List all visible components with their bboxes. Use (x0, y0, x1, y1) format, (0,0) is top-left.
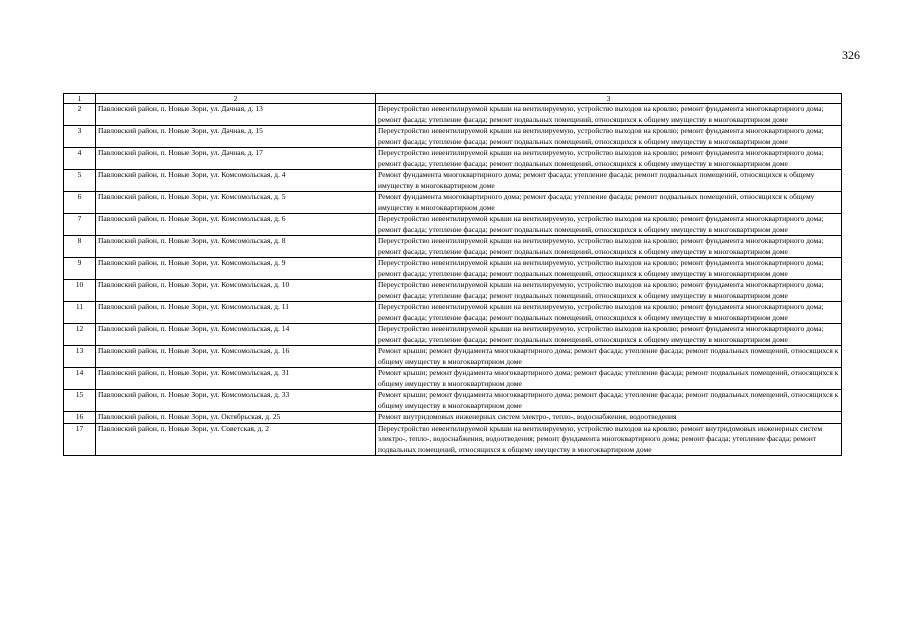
row-number-cell: 15 (64, 390, 96, 412)
address-cell: Павловский район, п. Новые Зори, ул. Советская, д. 2 (96, 423, 376, 456)
header-cell-2: 2 (96, 94, 376, 104)
table-row (64, 302, 842, 324)
table-row (64, 148, 842, 170)
page-number: 326 (842, 48, 860, 62)
row-number-cell: 6 (64, 192, 96, 214)
row-number-cell: 14 (64, 368, 96, 390)
table-row (64, 280, 842, 302)
address-cell: Павловский район, п. Новые Зори, ул. Комсомольская, д. 31 (96, 368, 376, 390)
table-header-row (64, 94, 842, 104)
table-row (64, 346, 842, 368)
row-number-cell: 13 (64, 346, 96, 368)
address-cell: Павловский район, п. Новые Зори, ул. Комсомольская, д. 8 (96, 236, 376, 258)
works-cell: Переустройство невентилируемой крыши на вентилируемую, устройство выходов на кровлю; ремонт фундамента многоквартирного дома; ремонт фасада; утепление фасада; ремонт подвальных помещений, относящихся к общему имуществу в многоквартирном доме (376, 104, 842, 126)
row-number-cell: 12 (64, 324, 96, 346)
address-cell: Павловский район, п. Новые Зори, ул. Комсомольская, д. 5 (96, 192, 376, 214)
address-cell: Павловский район, п. Новые Зори, ул. Комсомольская, д. 10 (96, 280, 376, 302)
table-row (64, 258, 842, 280)
works-cell: Переустройство невентилируемой крыши на вентилируемую, устройство выходов на кровлю; ремонт внутридомовых инженерных систем электро-, тепло-, водоснабжения, водоотведения; ремонт фундамента многоквартирного дома; ремонт фасада; утепление фасада; ремонт подвальных помещений, относящихся к общему имуществу в многоквартирном доме (376, 423, 842, 456)
works-table (63, 93, 842, 456)
row-number-cell: 7 (64, 214, 96, 236)
table-row (64, 170, 842, 192)
address-cell: Павловский район, п. Новые Зори, ул. Комсомольская, д. 14 (96, 324, 376, 346)
row-number-cell: 17 (64, 423, 96, 456)
works-cell: Ремонт крыши; ремонт фундамента многоквартирного дома; ремонт фасада; утепление фасада; ремонт подвальных помещений, относящихся к общему имуществу в многоквартирном доме (376, 368, 842, 390)
works-cell: Ремонт крыши; ремонт фундамента многоквартирного дома; ремонт фасада; утепление фасада; ремонт подвальных помещений, относящихся к общему имуществу в многоквартирном доме (376, 346, 842, 368)
table-row (64, 324, 842, 346)
works-cell: Ремонт фундамента многоквартирного дома; ремонт фасада; утепление фасада; ремонт подвальных помещений, относящихся к общему имуществу в многоквартирном доме (376, 170, 842, 192)
works-cell: Ремонт внутридомовых инженерных систем электро-, тепло-, водоснабжения, водоотведения (376, 412, 842, 424)
table-row (64, 368, 842, 390)
table-row (64, 412, 842, 424)
table-row (64, 104, 842, 126)
works-cell: Переустройство невентилируемой крыши на вентилируемую, устройство выходов на кровлю; ремонт фундамента многоквартирного дома; ремонт фасада; утепление фасада; ремонт подвальных помещений, относящихся к общему имуществу в многоквартирном доме (376, 324, 842, 346)
row-number-cell: 10 (64, 280, 96, 302)
table-row (64, 390, 842, 412)
row-number-cell: 11 (64, 302, 96, 324)
address-cell: Павловский район, п. Новые Зори, ул. Комсомольская, д. 9 (96, 258, 376, 280)
header-cell-1: 1 (64, 94, 96, 104)
works-cell: Ремонт крыши; ремонт фундамента многоквартирного дома; ремонт фасада; утепление фасада; ремонт подвальных помещений, относящихся к общему имуществу в многоквартирном доме (376, 390, 842, 412)
works-cell: Ремонт фундамента многоквартирного дома; ремонт фасада; утепление фасада; ремонт подвальных помещений, относящихся к общему имуществу в многоквартирном доме (376, 192, 842, 214)
works-cell: Переустройство невентилируемой крыши на вентилируемую, устройство выходов на кровлю; ремонт фундамента многоквартирного дома; ремонт фасада; утепление фасада; ремонт подвальных помещений, относящихся к общему имуществу в многоквартирном доме (376, 126, 842, 148)
row-number-cell: 4 (64, 148, 96, 170)
address-cell: Павловский район, п. Новые Зори, ул. Комсомольская, д. 6 (96, 214, 376, 236)
works-cell: Переустройство невентилируемой крыши на вентилируемую, устройство выходов на кровлю; ремонт фундамента многоквартирного дома; ремонт фасада; утепление фасада; ремонт подвальных помещений, относящихся к общему имуществу в многоквартирном доме (376, 302, 842, 324)
row-number-cell: 16 (64, 412, 96, 424)
table-row (64, 214, 842, 236)
address-cell: Павловский район, п. Новые Зори, ул. Октябрьская, д. 25 (96, 412, 376, 424)
works-cell: Переустройство невентилируемой крыши на вентилируемую, устройство выходов на кровлю; ремонт фундамента многоквартирного дома; ремонт фасада; утепление фасада; ремонт подвальных помещений, относящихся к общему имуществу в многоквартирном доме (376, 236, 842, 258)
address-cell: Павловский район, п. Новые Зори, ул. Дачная, д. 15 (96, 126, 376, 148)
row-number-cell: 3 (64, 126, 96, 148)
row-number-cell: 2 (64, 104, 96, 126)
table-row (64, 192, 842, 214)
address-cell: Павловский район, п. Новые Зори, ул. Комсомольская, д. 11 (96, 302, 376, 324)
works-cell: Переустройство невентилируемой крыши на вентилируемую, устройство выходов на кровлю; ремонт фундамента многоквартирного дома; ремонт фасада; утепление фасада; ремонт подвальных помещений, относящихся к общему имуществу в многоквартирном доме (376, 280, 842, 302)
works-cell: Переустройство невентилируемой крыши на вентилируемую, устройство выходов на кровлю; ремонт фундамента многоквартирного дома; ремонт фасада; утепление фасада; ремонт подвальных помещений, относящихся к общему имуществу в многоквартирном доме (376, 214, 842, 236)
address-cell: Павловский район, п. Новые Зори, ул. Комсомольская, д. 4 (96, 170, 376, 192)
row-number-cell: 9 (64, 258, 96, 280)
works-cell: Переустройство невентилируемой крыши на вентилируемую, устройство выходов на кровлю; ремонт фундамента многоквартирного дома; ремонт фасада; утепление фасада; ремонт подвальных помещений, относящихся к общему имуществу в многоквартирном доме (376, 148, 842, 170)
header-cell-3: 3 (376, 94, 842, 104)
address-cell: Павловский район, п. Новые Зори, ул. Комсомольская, д. 33 (96, 390, 376, 412)
address-cell: Павловский район, п. Новые Зори, ул. Дачная, д. 17 (96, 148, 376, 170)
row-number-cell: 5 (64, 170, 96, 192)
address-cell: Павловский район, п. Новые Зори, ул. Дачная, д. 13 (96, 104, 376, 126)
table-row (64, 126, 842, 148)
row-number-cell: 8 (64, 236, 96, 258)
address-cell: Павловский район, п. Новые Зори, ул. Комсомольская, д. 16 (96, 346, 376, 368)
table-row (64, 236, 842, 258)
works-cell: Переустройство невентилируемой крыши на вентилируемую, устройство выходов на кровлю; ремонт фундамента многоквартирного дома; ремонт фасада; утепление фасада; ремонт подвальных помещений, относящихся к общему имуществу в многоквартирном доме (376, 258, 842, 280)
table-row (64, 423, 842, 456)
